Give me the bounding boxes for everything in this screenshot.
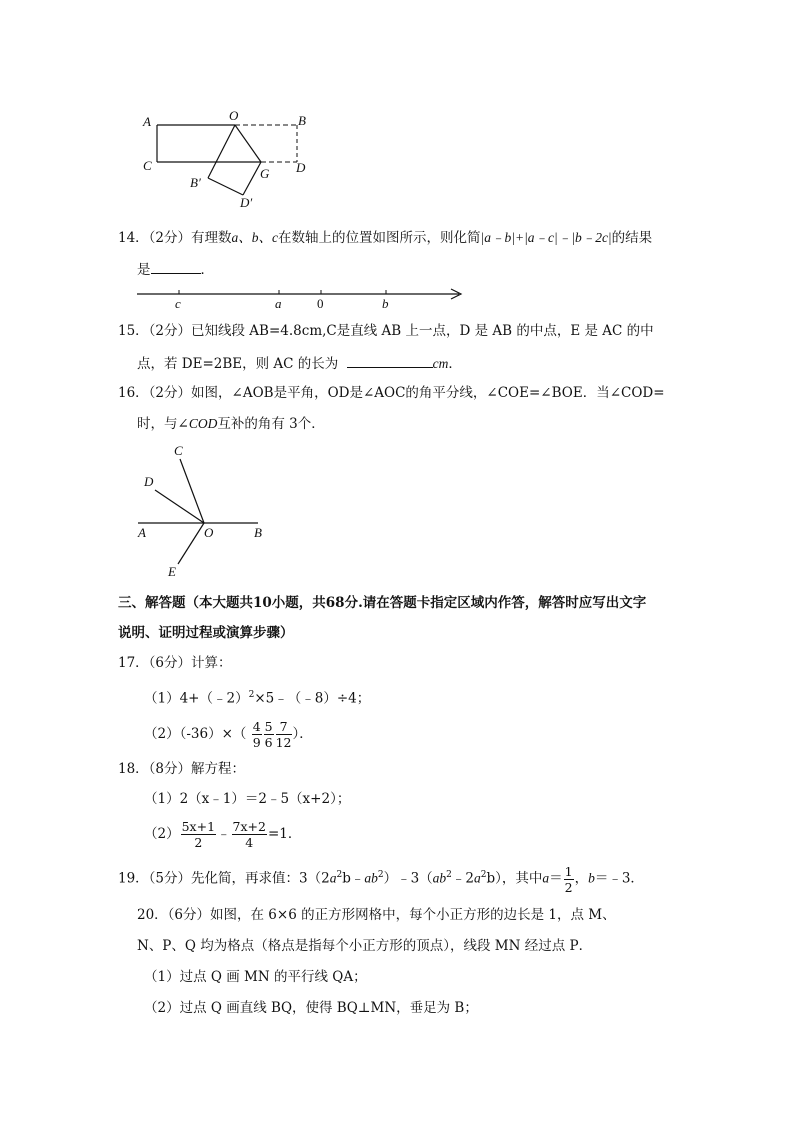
q17-part2: （2）（-36）×（ $\frac{4}{9}$ $\frac{5}{6}$ $\frac{7}{12}$ ）．: [144, 719, 313, 750]
q19-line: 19．（5分）先化简，再求值：$3(2a^2b﹣ab^2)﹣3(ab^2﹣2a^2b)$，其中a＝ $\frac{1}{2}$ ，b＝﹣3．: [118, 863, 644, 895]
label-O: O: [229, 108, 239, 123]
fraction: $\frac{5x+1}{2}$: [181, 819, 216, 850]
q20-part2: （2）过点 Q 画直线 BQ，使得 BQ⊥MN，垂足为 B；: [144, 1000, 478, 1016]
number-line: [135, 284, 470, 314]
label-B: B: [298, 113, 306, 128]
q20-part1: （1）过点 Q 画 MN 的平行线 QA；: [144, 969, 367, 985]
fraction: $\frac{7}{12}$: [275, 719, 292, 750]
section-heading-line1: 三、解答题（本大题共10小题，共68分.请在答题卡指定区域内作答，解答时应写出文字: [118, 595, 647, 611]
label-C: C: [143, 158, 152, 173]
q18-part1: （1）2（x﹣1）＝2﹣5（x+2）；: [144, 791, 351, 807]
label-D: D: [144, 474, 154, 489]
q16-line1: 16．（2分）如图，∠AOB是平角，OD是∠AOC的角平分线，∠COE=∠BOE．当∠COD=: [118, 385, 665, 401]
label-B: B: [254, 525, 262, 540]
label-A: A: [143, 114, 151, 129]
q20-line1: 20．（6分）如图，在 6×6 的正方形网格中，每个小正方形的边长是 1，点 M、: [137, 907, 616, 923]
fraction: $\frac{7x+2}{4}$: [232, 819, 266, 850]
axis-a: a: [275, 296, 282, 311]
q15-line2: 点，若 DE=2BE，则 AC 的长为 cm．: [137, 353, 462, 373]
fold-figure: [135, 108, 315, 213]
label-G: G: [260, 166, 270, 181]
answer-blank[interactable]: [151, 259, 201, 274]
axis-c: c: [175, 296, 181, 311]
angle-figure: [130, 440, 280, 580]
label-C: C: [174, 443, 183, 458]
label-D-prime: D′: [240, 195, 253, 210]
q14-line1: 14．（2分）有理数a、b、c在数轴上的位置如图所示，则化简|a﹣b|+|a﹣c|﹣|b﹣2c|的结果: [118, 230, 653, 246]
section-heading-line2: 说明、证明过程或演算步骤）: [118, 625, 294, 641]
fraction: $\frac{4}{9}$: [252, 719, 261, 750]
q18-title: 18．（8分）解方程：: [118, 761, 246, 777]
label-A: A: [138, 525, 146, 540]
q17-part1: （1）4+（﹣2）$^2$×5﹣（﹣8）÷4；: [144, 690, 371, 707]
q20-line2: N、P、Q 均为格点（格点是指每个小正方形的顶点），线段 MN 经过点 P．: [137, 938, 593, 954]
label-O: O: [204, 525, 214, 540]
label-B-prime: B′: [190, 175, 201, 190]
axis-zero: 0: [317, 296, 324, 311]
fraction: $\frac{1}{2}$: [564, 863, 573, 895]
q16-line2: 时，与∠COD互补的角有 3个．: [137, 416, 325, 432]
q18-part2: （2） $\frac{5x+1}{2}$ ﹣ $\frac{7x+2}{4}$ =1．: [144, 819, 302, 850]
fraction: $\frac{5}{6}$: [264, 719, 273, 750]
q17-title: 17．（6分）计算：: [118, 655, 232, 671]
label-D: D: [296, 160, 306, 175]
axis-b: b: [382, 296, 389, 311]
label-E: E: [168, 564, 176, 579]
q15-line1: 15．（2分）已知线段 AB=4.8cm,C是直线 AB 上一点，D 是 AB 的中点，E 是 AC 的中: [118, 323, 654, 339]
answer-blank[interactable]: [347, 353, 433, 368]
q14-line2: 是 ．: [137, 259, 214, 279]
